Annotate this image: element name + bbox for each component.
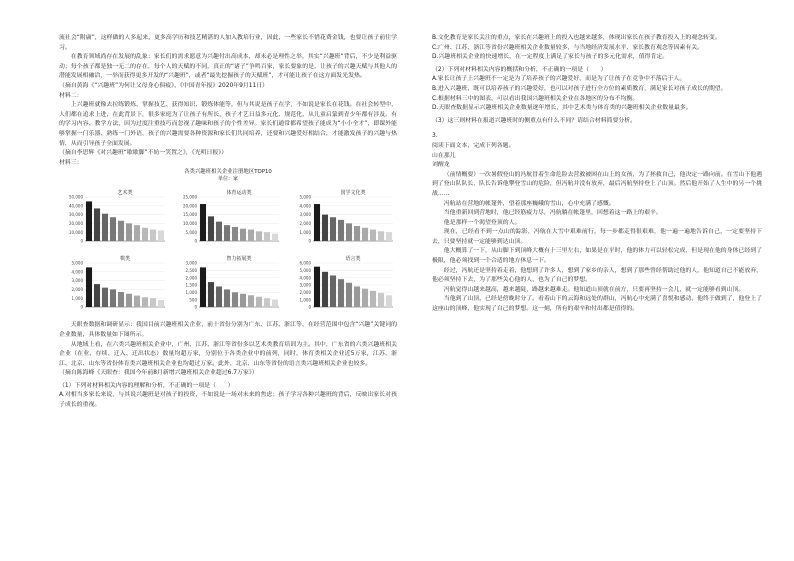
y-tick-label: 2,500: [185, 268, 197, 274]
source-citation: （摘自陈海峰《天眼查：我国今年前8月新增兴趣班相关企业超过6.7万家》）: [59, 370, 258, 377]
bar: [208, 217, 214, 242]
story-title: 山在那儿: [432, 152, 456, 159]
bar: [272, 300, 278, 307]
y-tick-label: 1,500: [185, 282, 197, 288]
y-tick-label: 3,000: [185, 260, 197, 266]
bar: [354, 287, 360, 308]
bar: [94, 284, 100, 307]
bar-chart: [287, 187, 397, 247]
bar: [208, 282, 214, 307]
story-author: 刘醒龙: [432, 162, 450, 169]
y-tick-label: 1,000: [185, 290, 197, 296]
bar: [330, 276, 336, 308]
y-tick-label: 4,000: [299, 275, 311, 281]
paragraph: 当他到了山顶，已经是傍晚时分了。看着山下的云海和远处的群山，冯航心中充满了喜悦和感动，他终于做到了，他登上了这座山的顶峰，他实现了自己的梦想。这一刻，所有的艰辛和付出都是值得的。: [432, 296, 762, 313]
y-tick-label: 50,000: [69, 194, 83, 200]
bar: [102, 214, 108, 241]
y-tick-label: 2,000: [185, 275, 197, 281]
y-tick-label: 5,000: [299, 268, 311, 274]
y-tick-label: 1,000: [299, 230, 311, 236]
chart-series-title: 艺术类: [117, 190, 133, 197]
paragraph: 冯航觉得山越来越高，越来越陡，路越来越难走。他知道山顶就在前方，只要再坚持一会儿，就一定能够看到山顶。: [443, 286, 745, 293]
material-label: 材料三：: [59, 159, 83, 166]
y-tick-label: 2,000: [299, 221, 311, 227]
bar: [224, 225, 230, 241]
bar: [378, 293, 384, 307]
bar: [200, 268, 206, 308]
y-tick-label: 5,000: [299, 194, 311, 200]
chart-series-title: 智力拓展类: [226, 256, 252, 263]
bar: [118, 221, 124, 241]
chart-panel: [59, 169, 397, 319]
bar: [240, 294, 246, 307]
bar: [362, 289, 368, 307]
bar: [378, 232, 384, 242]
y-tick-label: 0: [308, 238, 311, 244]
paragraph: 冯航站在营地的帐篷外，望着那座巍峨的雪山，心中充满了感慨。: [443, 200, 615, 207]
paragraph: 从地域上看，在六类兴趣班相关企业中，广州、江苏、浙江等省份多以艺术类教育培训为主。其中，广东省的六类兴趣班相关企业（在业、存续、迁入、迁出状态）数量均超万家，分别位于各类企业中的前列，同时，体育类相关企业近5万家，江苏、浙江、北京、山东等省份体育类兴趣班相关企业也均超过万家。此外，北京、山东等省份的语言类兴趣班相关企业也较多。: [59, 341, 397, 367]
right-column: [432, 34, 762, 315]
chart-series-title: 棋类: [119, 256, 131, 263]
y-tick-label: 4,000: [71, 269, 83, 275]
bar: [232, 293, 238, 308]
y-tick-label: 0: [194, 304, 197, 310]
bar: [158, 231, 164, 242]
material-label: 材料二：: [59, 92, 83, 99]
y-tick-label: 0: [80, 238, 83, 244]
chart-unit: 单位：家: [217, 176, 238, 183]
bar: [314, 267, 320, 307]
bar-chart: [59, 253, 169, 313]
chart-title: 各类兴趣班相关企业注册地区TOP10: [184, 169, 272, 176]
bar: [200, 204, 206, 241]
question: （3）这三则材料在报道兴趣班时的侧重点有什么不同？请结合材料简要分析。: [432, 117, 637, 124]
source-citation: （摘自李思辉《对兴趣班“歇歇脚”不妨一笑置之》，《光明日报》）: [59, 150, 228, 157]
paragraph: （前情概要）一次暑假登山的冯航冒着生命危险去营救被困在山上的女孩，为了拯救自己，他决定一路向前。在雪山下他遇到了登山队队长，队长告诉他攀登雪山的危险，但冯航并没有放弃，最后冯航坚持登上了山顶。然后他开始了人生中的另一个挑战……: [432, 171, 762, 197]
reading-instruction: 阅读下面文本，完成下列各题。: [432, 142, 515, 149]
question-option: B.文化教育是家长关注的重点，家长在兴趣班上的投入也越来越多，体现出家长在孩子教育投入上的观念转变。: [432, 35, 721, 41]
y-tick-label: 5,000: [71, 260, 83, 266]
question-option: C.广州、江苏、浙江等省份兴趣班相关企业数量较多，与当地经济发展水平、家长教育观念等因素有关。: [432, 44, 704, 51]
y-tick-label: 5,000: [185, 230, 197, 236]
bar-chart: [173, 253, 283, 313]
question-option: B.进入兴趣班，既可以培养孩子的兴趣爱好，也可以对孩子进行全方位的素质教育，满足家长对孩子成长的期望。: [432, 85, 727, 92]
bar: [346, 283, 352, 307]
bar: [256, 232, 262, 242]
question: （1）下列对材料相关内容的理解和分析，不正确的一项是（ ）: [59, 382, 234, 389]
y-tick-label: 3,000: [71, 278, 83, 284]
bar: [216, 222, 222, 241]
question-option: A.家长让孩子上兴趣班不一定是为了培养孩子的兴趣爱好，而是为了让孩子在竞争中不落后于人。: [432, 76, 686, 83]
bar: [370, 291, 376, 307]
bar: [216, 287, 222, 308]
chart-series-title: 体育运动类: [226, 190, 252, 197]
question: （2）下列对材料相关内容的概括和分析，不正确的一项是（ ）: [432, 66, 607, 73]
question-number: 3.: [432, 133, 438, 140]
paragraph: 他是那样一个渴望登顶的人。: [443, 219, 521, 226]
y-tick-label: 0: [308, 304, 311, 310]
bar: [110, 290, 116, 308]
bar-chart: [59, 187, 169, 247]
bar: [264, 233, 270, 242]
y-tick-label: 500: [189, 297, 197, 303]
bar: [370, 230, 376, 241]
question-option: C.根据材料三中的图表，可以看出我国兴趣班相关企业在各地区的分布不均衡。: [432, 95, 639, 102]
source-citation: （摘自黄海《“兴趣班”为何让父母身心俱疲》，《中国青年报》2020年9月11日）: [59, 82, 269, 89]
bar: [224, 290, 230, 308]
bar: [158, 300, 164, 307]
y-tick-label: 4,000: [299, 203, 311, 209]
chart-series-title: 国学文化类: [340, 190, 366, 197]
bar: [248, 296, 254, 308]
bar: [272, 234, 278, 241]
bar: [346, 224, 352, 242]
left-column: [59, 34, 397, 411]
bar: [248, 230, 254, 241]
bar-chart: [287, 253, 397, 313]
bar: [134, 296, 140, 307]
paragraph: 在教育领域尚存在发展的乱象：家长们的需求愿意为兴趣付出高成本，却未必是理性之举，其实“兴趣班”背后，不少是利益驱动；每个孩子都是独一无二的存在，每个人的天赋的不同，真正的“诸子”争鸣百家，家长要象的是，让孩子的兴趣天赋与其他人的潜能发展相融洽，一举而获得更多开发的“兴趣班”，或者“最先挖掘孩子的天赋班”，才可能让孩子在这方面发光发热。: [59, 54, 397, 80]
bar: [142, 228, 148, 241]
bar: [264, 299, 270, 308]
bar: [386, 296, 392, 308]
bar: [126, 294, 132, 307]
y-tick-label: 10,000: [183, 221, 197, 227]
y-tick-label: 1,000: [299, 297, 311, 303]
bar: [232, 227, 238, 241]
bar: [126, 224, 132, 242]
y-tick-label: 6,000: [299, 260, 311, 266]
bar: [240, 229, 246, 241]
y-tick-label: 10,000: [69, 230, 83, 236]
paragraph: 他大概算了一下，从山脚下到顶峰大概有十三里左右，如果是在平时，他的体力可以轻松完成，但是现在他的身体已经到了极限，他必须找到一个合适的地方休息一下。: [432, 248, 762, 265]
y-tick-label: 0: [194, 238, 197, 244]
paragraph: 流社会“附庸”，这样做的人多起来，更多高学历和技艺精湛的人加入教培行业，因此，一些家长不惜花费金钱，也要让孩子前往学习。: [59, 35, 397, 51]
paragraph: 经过，冯航还是坚持着走着，他想到了许多人，想到了家乡的亲人，想到了那些曾经帮助过他的人，他知道自己不能放弃，他必须坚持下去，为了那些关心他的人，也为了自己的梦想。: [432, 267, 762, 284]
bar: [102, 288, 108, 307]
y-tick-label: 2,000: [299, 290, 311, 296]
y-tick-label: 25,000: [183, 194, 197, 200]
bar: [118, 292, 124, 307]
y-tick-label: 3,000: [299, 212, 311, 218]
y-tick-label: 3,000: [299, 282, 311, 288]
bar: [330, 218, 336, 242]
y-tick-label: 1,000: [71, 296, 83, 302]
bar: [150, 230, 156, 241]
bar: [354, 226, 360, 241]
paragraph: 现在，已经看不到一点山的踪影，冯航在大雪中艰难前行，每一步都走得很艰难，他一遍一遍地告诉自己，一定要坚持下去，只要坚持就一定能够到达山顶。: [432, 229, 762, 245]
y-tick-label: 40,000: [69, 203, 83, 209]
bar: [386, 233, 392, 242]
bar: [110, 218, 116, 242]
y-tick-label: 15,000: [183, 212, 197, 218]
bar: [134, 225, 140, 241]
bar: [322, 272, 328, 307]
bar: [150, 299, 156, 308]
question-option: D.兴趣班相关企业的快速增长，在一定程度上满足了家长与孩子的多元化需求，值得肯定。: [432, 54, 669, 61]
bar: [338, 220, 344, 241]
y-tick-label: 30,000: [69, 212, 83, 218]
bar: [338, 279, 344, 307]
bar: [86, 268, 92, 308]
bar: [256, 297, 262, 307]
chart-series-title: 语言类: [345, 256, 361, 263]
bar: [142, 298, 148, 308]
paragraph: 天眼查数据和调研显示：我国目前兴趣班相关企业，前十省份分别为广东、江苏、浙江等，在经营范围中包含“兴趣”关键词的企业数量，具体数量如下图所示。: [59, 322, 397, 338]
paragraph: 上兴趣班就像去拉练锻炼、掌握技艺、获得知识、锻炼体能等，但与其说是孩子在学，不如说是家长在花钱。在社会转型中，人们都在追求上进，在此背景下，很多家庭为了让孩子有所长，孩子才艺日益多元化、规范化，从儿童启蒙到青少年都有涉及。有的学习内容、教学方法，因为过度注重技巧而忽视了趣味和孩子的个性差异。家长们通常都希望孩子能成为“小小全才”，即课外能够掌握一门乐器、熟练一门外语，孩子的兴趣需要各种资源和家长们共同培养，还要和兴趣爱好相结合，才能激发孩子的兴趣与热情，从而引导孩子全面发展。: [59, 102, 397, 147]
bar: [314, 204, 320, 241]
y-tick-label: 2,000: [71, 287, 83, 293]
bar: [362, 228, 368, 241]
y-tick-label: 0: [80, 304, 83, 310]
y-tick-label: 20,000: [69, 221, 83, 227]
question-option: A.对相当多家长来说，与其说兴趣班是对孩子的投资，不如说是一场对未来的焦虑；孩子学习各种兴趣班的背后，反映出家长对孩子成长的重视。: [59, 392, 397, 409]
question-option: D.天眼查数据显示兴趣班相关企业数量逐年增长，其中艺术类与体育类的兴趣班相关企业数量最多。: [432, 105, 692, 112]
bar: [322, 215, 328, 241]
paragraph: 当他重新回到营地时，他已经筋疲力尽，冯航躺在帐篷里，回想着这一路上的艰辛。: [443, 210, 662, 217]
bar: [86, 202, 92, 242]
bar-chart: [173, 187, 283, 247]
bar: [94, 209, 100, 242]
y-tick-label: 20,000: [183, 203, 197, 209]
